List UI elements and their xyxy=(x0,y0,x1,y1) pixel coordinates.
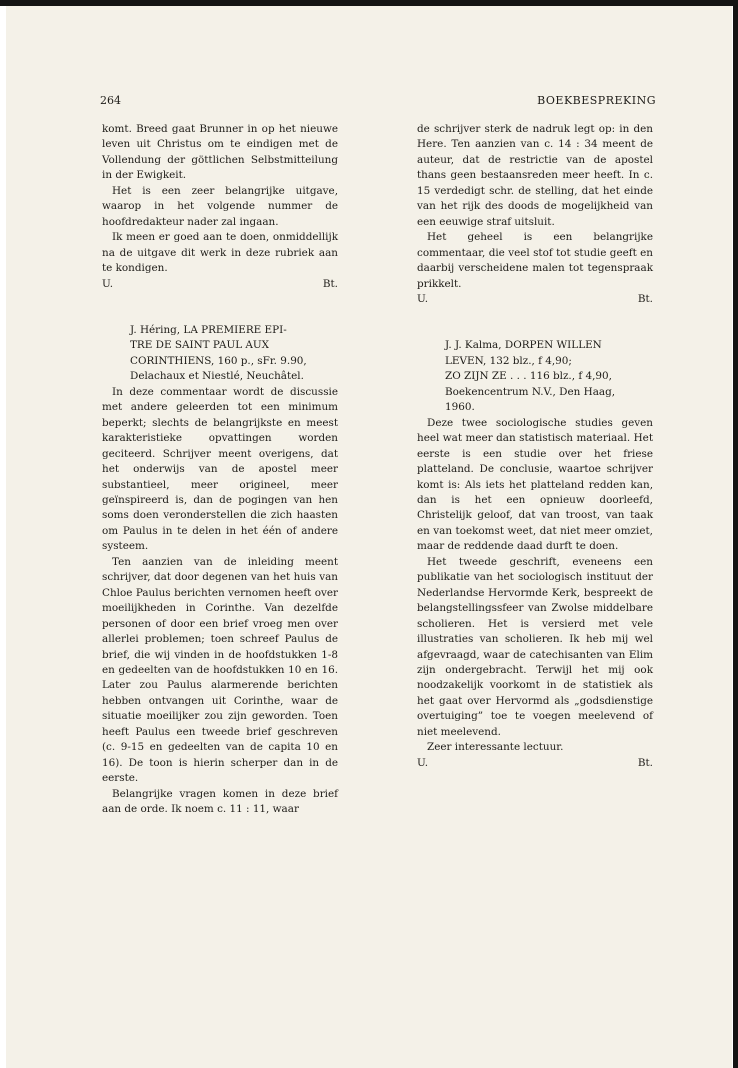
scan-border-right xyxy=(733,0,738,1068)
paragraph: komt. Breed gaat Brunner in op het nieuwe leven uit Christus om te eindigen met de Vollendung der göttlichen Selbstmitteilung in der Ewigkeit. xyxy=(102,123,338,182)
reference-line: LEVEN, 132 blz., f 4,90; xyxy=(445,354,572,367)
paragraph: Ik meen er goed aan te doen, onmiddellijk na de uitgave dit werk in deze rubriek aan te kondigen. xyxy=(102,231,338,275)
left-column xyxy=(102,122,338,817)
reviewer-signature xyxy=(417,756,653,771)
running-head: BOEKBESPREKING xyxy=(537,94,656,107)
right-column xyxy=(417,122,653,771)
book-reference xyxy=(417,338,653,415)
book-reference xyxy=(102,323,338,385)
reference-line: J. J. Kalma, DORPEN WILLEN xyxy=(445,339,602,352)
signature-reviewer: Bt. xyxy=(322,277,338,290)
reference-line: ZO ZIJN ZE . . . 116 blz., f 4,90, xyxy=(445,370,612,383)
paragraph: Het is een zeer belangrijke uitgave, waarop in het volgende nummer de hoofdredakteur nader zal ingaan. xyxy=(102,184,338,228)
paragraph: Het geheel is een belangrijke commentaar, die veel stof tot studie geeft en daarbij verscheidene malen tot tegenspraak prikkelt. xyxy=(417,231,653,290)
reference-line: Boekencentrum N.V., Den Haag, xyxy=(445,385,616,398)
paragraph: In deze commentaar wordt de discussie met andere geleerden tot een minimum beperkt; slechts de belangrijkste en meest karakteristieke opvattingen worden geciteerd. Schrijver meent overigens, dat het onderwijs van de apostel meer substantieel, meer origineel, meer geïnspireerd is, dan de pogingen van hen soms doen veronderstellen die zich haasten om Paulus in te delen in het één of andere systeem. xyxy=(102,385,338,553)
reference-line: CORINTHIENS, 160 p., sFr. 9.90, xyxy=(130,354,307,367)
signature-initial: U. xyxy=(417,292,429,305)
page-header xyxy=(100,94,656,110)
paragraph: Belangrijke vragen komen in deze brief aan de orde. Ik noem c. 11 : 11, waar xyxy=(102,787,338,816)
signature-reviewer: Bt. xyxy=(637,292,653,305)
paragraph: Deze twee sociologische studies geven heel wat meer dan statistisch materiaal. Het eerste is een studie over het friese platteland. De conclusie, waartoe schrijver komt is: Als iets het platteland redden kan, dan is het een opnieuw doorleefd, Christelijk geloof, dat van troost, van taak en van toekomst weet, dat niet meer omziet, maar de reddende daad durft te doen. xyxy=(417,416,653,553)
reference-line: J. Héring, LA PREMIERE EPI- xyxy=(130,323,287,336)
reference-line: 1960. xyxy=(445,401,475,414)
signature-reviewer: Bt. xyxy=(637,756,653,769)
reviewer-signature xyxy=(417,292,653,307)
paragraph: de schrijver sterk de nadruk legt op: in den Here. Ten aanzien van c. 14 : 34 meent de auteur, dat de restrictie van de apostel thans geen bestaansreden meer heeft. In c. 15 verdedigt schr. de stelling, dat het einde van het rijk des doods de mogelijkheid van een eeuwige straf uitsluit. xyxy=(417,123,653,228)
paragraph: Het tweede geschrift, eveneens een publikatie van het sociologisch instituut der Nederlandse Hervormde Kerk, bespreekt de belangstellingssfeer van Zwolse middelbare scholieren. Het is versierd met vele illustraties van scholieren. Ik heb mij wel afgevraagd, waar de catechisanten van Elim zijn ondergebracht. Terwijl het mij ook noodzakelijk voorkomt in de statistiek als het gaat over Hervormd als „godsdienstige overtuiging” toe te voegen meelevend of niet meelevend. xyxy=(417,555,653,738)
paragraph: Zeer interessante lectuur. xyxy=(427,741,564,754)
page-number: 264 xyxy=(100,94,121,107)
reference-line: Delachaux et Niestlé, Neuchâtel. xyxy=(130,370,304,383)
signature-initial: U. xyxy=(417,756,429,769)
reference-line: TRE DE SAINT PAUL AUX xyxy=(130,339,270,352)
paragraph: Ten aanzien van de inleiding meent schrijver, dat door degenen van het huis van Chloe Paulus berichten vernomen heeft over moeilijkheden in Corinthe. Van dezelfde personen of door een brief vroeg men over allerlei problemen; toen schreef Paulus de brief, die wij vinden in de hoofdstukken 1-8 en gedeelten van de hoofdstukken 10 en 16. Later zou Paulus alarmerende berichten hebben ontvangen uit Corinthe, waar de situatie moeilijker zou zijn geworden. Toen heeft Paulus een tweede brief geschreven (c. 9-15 en gedeelten van de capita 10 en 16). De toon is hierin scherper dan in de eerste. xyxy=(102,555,338,785)
signature-initial: U. xyxy=(102,277,114,290)
reviewer-signature xyxy=(102,277,338,292)
